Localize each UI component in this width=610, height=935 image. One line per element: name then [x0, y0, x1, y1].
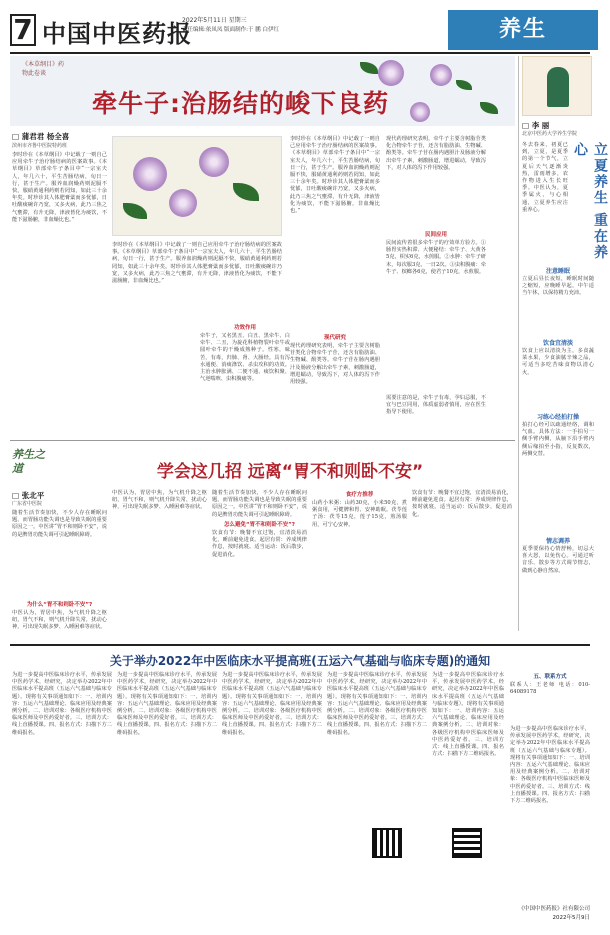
editors-line: 责任编辑:依凤凤 版面制作:于 鹏 白伊红 [182, 27, 279, 33]
notice-contact-heading: 五、联系方式 [533, 674, 567, 680]
second-text-2: 饮食有节：晚餐不宜过饱，宜清淡易消化，睡前避免进食。起居有常：养成规律作息，按时就寝。适当运动：饭后散步，促进消化。 [212, 530, 307, 558]
second-affiliation: 广东省中医院 [12, 501, 43, 507]
right-column-illustration [522, 56, 592, 116]
second-intro: 随着生活节奏加快，不少人存在睡眠问题，而胃肠功能失调也是导致失眠的重要原因之一。中医讲“胃不和则卧不安”，说的是脾胃功能失调可引起睡眠障碍。 [12, 510, 107, 538]
herb-image [112, 136, 282, 236]
notice-title: 关于举办2022年中医临床水平提高班(五运六气基础与临床专题)的通知 [109, 654, 491, 668]
second-heading-3: 食疗方推荐 [345, 492, 374, 498]
second-author: □ 张北平 [12, 491, 45, 500]
right-heading-1: 注意睡眠 [545, 268, 570, 275]
article-title: 牵牛子:治肠结的峻下良药 [92, 89, 389, 118]
right-author: □ 李 丽 [522, 121, 550, 130]
notice-text-col6: 为进一步提高中医临床诊疗水平，传承发展中医药学术，经研究，决定举办2022年中医临床水平提高班（五运六气基础与临床专题）。现将有关事项通知如下：一、培训内容：五运六气基础理论、临床应用及经典案例分析。二、培训对象：各级医疗机构中医临床医师及中医药爱好者。三、培训方式：线上直播授课。四、报名方式：扫描下方二维码报名。 [510, 726, 590, 805]
notice-text-col4: 为进一步提高中医临床诊疗水平，传承发展中医药学术，经研究，决定举办2022年中医临床水平提高班（五运六气基础与临床专题）。现将有关事项通知如下：一、培训内容：五运六气基础理论、临床应用及经典案例分析。二、培训对象：各级医疗机构中医临床医师及中医药爱好者。三、培训方式：线上直播授课。四、报名方式：扫描下方二维码报名。 [327, 672, 427, 736]
article-body-col3: 李时珍在《本草纲目》中记载了一则自己应用牵牛子治疗肠结病的医案故事。《本草纲目》草部牵牛子条目中“一宗室夫人，年几六十，平生苦肠结病，旬日一行，甚于生产。服养血润燥药则泥膈不快，服硝黄通利药则若罔知，如此三十余年矣。时珍诊其人体肥膏粱而多忧郁，日吐酸痰碗许乃宽，又多火病，此乃三焦之气壅滞，有升无降，津液皆化为痰饮，不能下滋肠腑，非血燥比也。” [290, 136, 380, 215]
leaf-icon [233, 183, 259, 201]
morning-glory-flower-icon [169, 189, 197, 217]
leaf-icon [123, 203, 147, 219]
right-vertical-title: 立夏养生 重在养心 [572, 142, 608, 261]
notice-contact: 联系人：王老师 电话：010-64089178 [510, 682, 590, 696]
right-text-4: 夏季要保持心情舒畅，切忌大喜大怒，以免伤心。可通过听音乐、散步等方式调节情志，做到心静自然凉。 [522, 546, 594, 574]
notice-text-col5: 为进一步提高中医临床诊疗水平，传承发展中医药学术，经研究，决定举办2022年中医临床水平提高班（五运六气基础与临床专题）。现将有关事项通知如下：一、培训内容：五运六气基础理论、临床应用及经典案例分析。二、培训对象：各级医疗机构中医临床医师及中医药爱好者。三、培训方式：线上直播授课。四、报名方式：扫描下方二维码报名。 [432, 672, 504, 758]
morning-glory-flower-icon [133, 157, 167, 191]
section-tab: 养生 [448, 10, 598, 50]
stamp-title: 《本草纲目》药物此卷谈 [22, 61, 65, 77]
morning-glory-flower-icon [430, 64, 452, 86]
notice-text-col3: 为进一步提高中医临床诊疗水平，传承发展中医药学术，经研究，决定举办2022年中医临床水平提高班（五运六气基础与临床专题）。现将有关事项通知如下：一、培训内容：五运六气基础理论、临床应用及经典案例分析。二、培训对象：各级医疗机构中医临床医师及中医药爱好者。三、培训方式：线上直播授课。四、报名方式：扫描下方二维码报名。 [222, 672, 322, 736]
section3-heading: 民间应用 [424, 232, 447, 238]
section3-text: 民间流传着很多牵牛子的疗效单方验方。①肠胃实热积滞、大便秘结：牵牛子、大黄各5克，枳实6克，水煎服。②水肿：牵牛子研末，每次服3克，一日2次。③虫积腹痛：牵牛子、槟榔各6克，使君子10克，水煎服。 [386, 240, 486, 275]
right-text-1: 立夏后昼长夜短，睡眠时间随之缩短，应晚睡早起，中午适当午休，以保持精力充沛。 [522, 276, 594, 297]
right-affiliation: 北京中医药大学养生学院 [522, 131, 578, 137]
notice-signoff-date: 2022年5月9日 [552, 915, 590, 921]
second-heading-1: 为什么“胃不和则卧不安”? [26, 602, 93, 608]
corner-label: 养生之道 [12, 448, 45, 475]
header-rule [10, 52, 590, 54]
section2-heading: 现代研究 [323, 335, 346, 341]
leaf-icon [360, 62, 378, 74]
article-intro: 李时珍在《本草纲目》中记载了一则自己应用牵牛子治疗肠结病的医案故事。《本草纲目》草部牵牛子条目中“一宗室夫人，年几六十，平生苦肠结病，旬日一行，甚于生产。服养血润燥药则泥膈不快，服硝黄通利药则若罔知，如此三十余年矣。时珍诊其人体肥膏粱而多忧郁，日吐酸痰碗许乃宽，又多火病，此乃三焦之气壅滞，有升无降，津液皆化为痰饮，不能下滋肠腑，非血燥比也。” [12, 152, 107, 223]
second-body-col5: 饮食有节：晚餐不宜过饱，宜清淡易消化，睡前避免进食。起居有常：养成规律作息，按时就寝。适当运动：饭后散步，促进消化。 [412, 490, 512, 518]
second-text-1: 中医认为，胃居中焦，为气机升降之枢纽，胃气不和，则气机升降失常，扰动心神，可出现失眠多梦、入睡困难等症状。 [12, 610, 107, 631]
date-line: 2022年5月11日 星期三 [182, 17, 247, 24]
second-article-title: 学会这几招 远离“胃不和则卧不安” [156, 462, 424, 482]
qr-code-1[interactable] [372, 828, 402, 858]
second-heading-2: 怎么避免“胃不和则卧不安”? [224, 522, 295, 528]
warning-text: 需要注意的是，牵牛子有毒，孕妇忌服，不宜与巴豆同用，体质虚弱者慎用，应在医生指导下使用。 [386, 395, 486, 416]
leaf-icon [456, 80, 472, 90]
page-number: 7 [10, 14, 36, 46]
right-heading-2: 饮食宜清淡 [542, 340, 573, 347]
article-affiliation: 滨州市齐鲁中医院特药班 [12, 143, 68, 149]
article-body-col2: 李时珍在《本草纲目》中记载了一则自己应用牵牛子治疗肠结病的医案故事。《本草纲目》草部牵牛子条目中“一宗室夫人，年几六十，平生苦肠结病，旬日一行，甚于生产。服养血润燥药则泥膈不快，服硝黄通利药则若罔知，如此三十余年矣。时珍诊其人体肥膏粱而多忧郁，日吐酸痰碗许乃宽，又多火病，此乃三焦之气壅滞，有升无降，津液皆化为痰饮，不能下滋肠腑，非血燥比也。” [112, 242, 282, 285]
figure-icon [547, 67, 569, 107]
right-text-2: 饮食上应以清淡为主，多食蔬菜水果，少食油腻辛辣之品，可适当多吃苦味食物以清心火。 [522, 348, 594, 376]
notice-text-col1: 为进一步提高中医临床诊疗水平，传承发展中医药学术，经研究，决定举办2022年中医临床水平提高班（五运六气基础与临床专题）。现将有关事项通知如下：一、培训内容：五运六气基础理论、临床应用及经典案例分析。二、培训对象：各级医疗机构中医临床医师及中医药爱好者。三、培训方式：线上直播授课。四、报名方式：扫描下方二维码报名。 [12, 672, 112, 736]
second-body-col2: 中医认为，胃居中焦，为气机升降之枢纽，胃气不和，则气机升降失常，扰动心神，可出现失眠多梦、入睡困难等症状。 [112, 490, 207, 511]
section1-text: 牵牛子，又名黑丑、白丑、黑牵牛、白牵牛、二丑，为旋花科植物裂叶牵牛或圆叶牵牛的干燥成熟种子。性寒，味苦，有毒，归肺、肾、大肠经。具有泻水通便、消痰涤饮、杀虫攻积的功效。主治水肿胀满、二便不通、痰饮积聚、气逆喘咳、虫积腹痛等。 [200, 333, 290, 383]
second-text-3: 山药小米粥：山药30克，小米50克，煮粥食用，可健脾和胃、安神助眠。茯苓莲子汤：茯苓15克，莲子15克，煎汤服用，可宁心安神。 [312, 500, 407, 528]
article-body-col4: 现代药理研究表明，牵牛子主要含树脂苷类化合物牵牛子苷，还含有脂肪油、生物碱、酚类等。牵牛子苷在肠内遇胆汁及肠液分解出牵牛子素，刺激肠道，增进蠕动，导致泻下，对人体的泻下作用较强。 [386, 136, 486, 171]
right-heading-3: 习练心经拍打操 [536, 414, 579, 421]
right-text-3: 拍打心经可以疏通经络，调和气血。具体方法：一手拍另一侧手臂内侧，从腋下沿手臂内侧后缘拍至小指，反复数次，两侧交替。 [522, 422, 594, 457]
leaf-icon [480, 102, 498, 114]
article-author: □ 蒲君君 杨全喜 [12, 132, 70, 141]
masthead: 中国中医药报 [42, 19, 192, 48]
notice-text-col2: 为进一步提高中医临床诊疗水平，传承发展中医药学术，经研究，决定举办2022年中医临床水平提高班（五运六气基础与临床专题）。现将有关事项通知如下：一、培训内容：五运六气基础理论、临床应用及经典案例分析。二、培训对象：各级医疗机构中医临床医师及中医药爱好者。三、培训方式：线上直播授课。四、报名方式：扫描下方二维码报名。 [117, 672, 217, 736]
qr-code-2[interactable] [452, 828, 482, 858]
section1-heading: 功效作用 [233, 325, 256, 331]
main-headline-area [10, 56, 515, 126]
right-heading-4: 情志调养 [545, 538, 570, 545]
second-body-col3-top: 随着生活节奏加快，不少人存在睡眠问题，而胃肠功能失调也是导致失眠的重要原因之一。中医讲“胃不和则卧不安”，说的是脾胃功能失调可引起睡眠障碍。 [212, 490, 307, 518]
morning-glory-flower-icon [410, 102, 430, 122]
right-intro: 冬去春来，初夏已到，立夏，是夏季的第一个节气，立夏后天气逐渐炎热，雷雨增多，农作物进入生长旺季。中医认为，夏季属火，与心相通，立夏养生应注重养心。 [522, 142, 568, 213]
morning-glory-flower-icon [199, 147, 229, 177]
page-header [0, 0, 600, 52]
section2-text: 现代药理研究表明，牵牛子主要含树脂苷类化合物牵牛子苷，还含有脂肪油、生物碱、酚类等。牵牛子苷在肠内遇胆汁及肠液分解出牵牛子素，刺激肠道，增进蠕动，导致泻下，对人体的泻下作用较强。 [290, 343, 380, 386]
morning-glory-flower-icon [378, 60, 404, 86]
notice-signoff: 《中国中医药报》社有限公司 [518, 906, 590, 912]
